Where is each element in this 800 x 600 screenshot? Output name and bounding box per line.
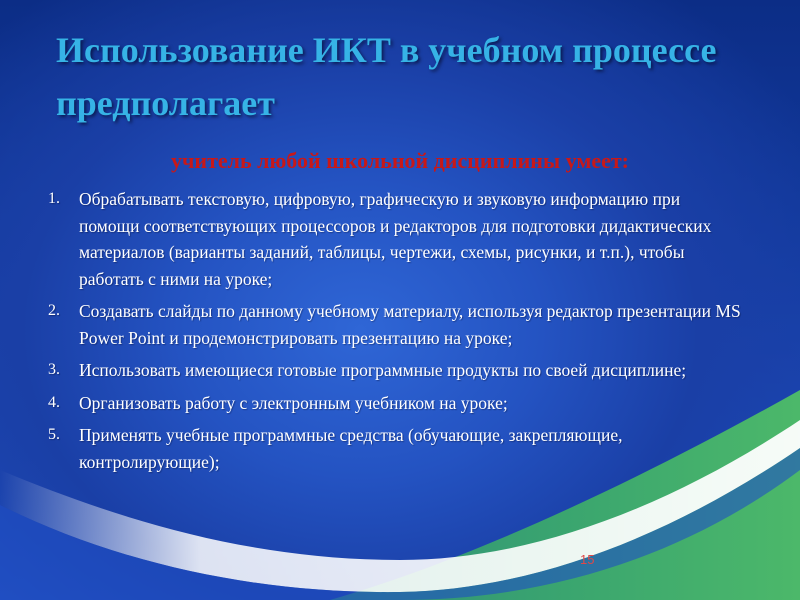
list-item-number: 2.: [48, 302, 60, 319]
list-item-number: 5.: [48, 426, 60, 443]
list-item-text: Использовать имеющиеся готовые программные продукты по своей дисциплине;: [79, 360, 687, 380]
list-item-text: Обрабатывать текстовую, цифровую, графическую и звуковую информацию при помощи соответствующих процессоров и редакторов для подготовки дидактических материалов (варианты заданий, таблицы, чертежи, схемы, рисунки, и т.п.), чтобы работать с ними на уроке;: [79, 189, 712, 289]
slide-subtitle: учитель любой школьной дисциплины умеет:: [171, 148, 629, 173]
list-item: [44, 298, 744, 351]
list-item: [44, 357, 744, 384]
page-number: 15: [580, 552, 595, 567]
list-item: [44, 390, 744, 417]
slide-title: Использование ИКТ в учебном процессе предполагает: [56, 30, 717, 123]
list-item-text: Применять учебные программные средства (обучающие, закрепляющие, контролирующие);: [79, 425, 623, 472]
list-item-text: Организовать работу с электронным учебником на уроке;: [79, 392, 508, 413]
skills-list: [44, 186, 744, 481]
list-item-number: 1.: [48, 190, 60, 207]
list-item-number: 4.: [48, 393, 60, 411]
list-item-number: 3.: [48, 361, 60, 378]
list-item: [44, 186, 744, 292]
list-item-text: Создавать слайды по данному учебному материалу, используя редактор презентации MS Power Point и продемонстрировать презентацию на уроке;: [79, 301, 741, 348]
list-item: [44, 422, 744, 475]
